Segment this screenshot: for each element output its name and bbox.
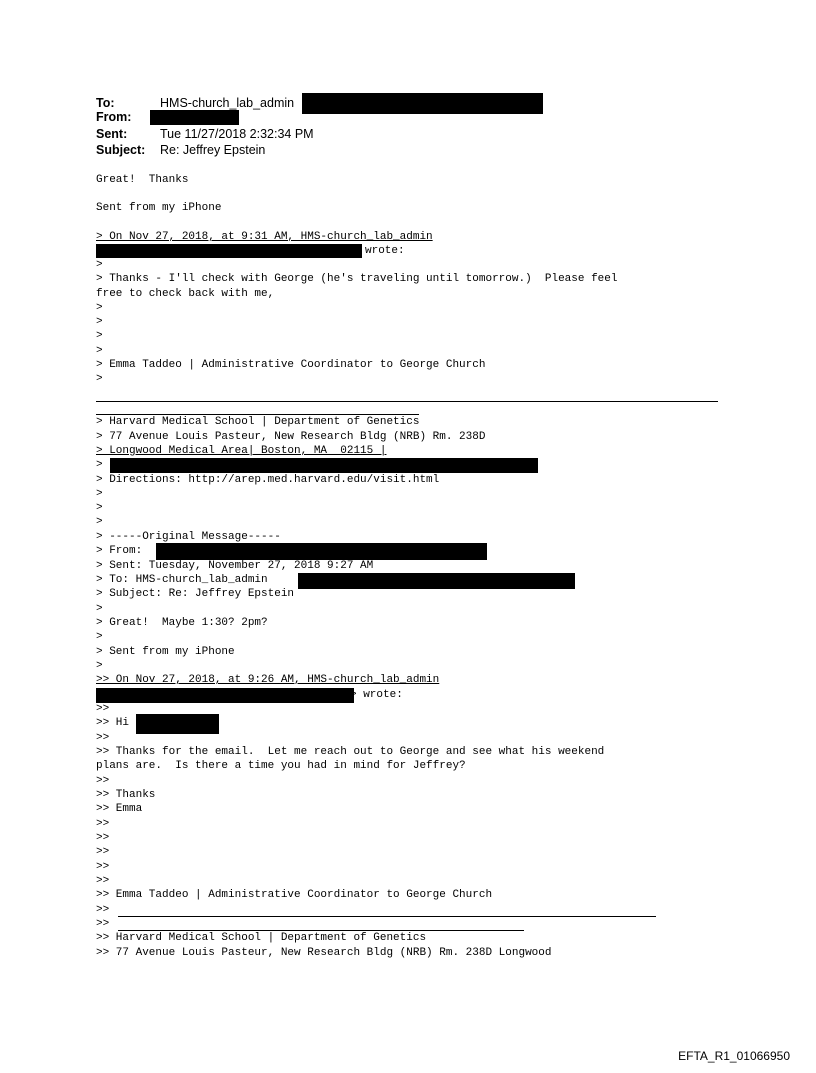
to-label: To: <box>96 96 115 110</box>
body-line: >> <box>96 818 110 830</box>
body-line: >> Thanks <box>96 789 156 801</box>
body-line: >> <box>96 732 110 744</box>
body-line: > <box>96 316 103 328</box>
body-line: > <box>96 516 103 528</box>
document-id: EFTA_R1_01066950 <box>678 1049 790 1063</box>
signature-rule <box>118 916 656 917</box>
body-line: > Sent from my iPhone <box>96 646 235 658</box>
subject-label: Subject: <box>96 143 146 157</box>
body-line: > <box>96 345 103 357</box>
body-line: >> <box>96 875 110 887</box>
redaction-block <box>136 714 219 734</box>
body-line: > <box>96 330 103 342</box>
body-line: > Sent: Tuesday, November 27, 2018 9:27 AM <box>96 560 374 572</box>
quote-header-line: > On Nov 27, 2018, at 9:31 AM, HMS-church_lab_admin <box>96 231 433 243</box>
body-line: Great! Thanks <box>96 174 189 186</box>
subject-value: Re: Jeffrey Epstein <box>160 143 266 157</box>
body-line: > Longwood Medical Area| Boston, MA 02115 | <box>96 445 387 457</box>
redaction-block <box>298 573 575 589</box>
body-line: >> <box>96 846 110 858</box>
body-line: >> <box>96 703 110 715</box>
body-line: > Directions: http://arep.med.harvard.edu/visit.html <box>96 474 440 486</box>
body-line: >> <box>96 775 110 787</box>
redaction-block <box>150 110 239 125</box>
body-line: > <box>96 373 103 385</box>
body-line: >> <box>96 904 110 916</box>
body-line: >> Harvard Medical School | Department of Genetics <box>96 932 427 944</box>
redaction-block <box>302 93 543 114</box>
body-line: > <box>96 302 103 314</box>
body-line: > To: HMS-church_lab_admin <box>96 574 268 586</box>
body-line: >> Thanks for the email. Let me reach out to George and see what his weekend <box>96 746 605 758</box>
body-line: plans are. Is there a time you had in mind for Jeffrey? <box>96 760 466 772</box>
body-line: > <box>96 488 103 500</box>
body-line: > <box>96 459 103 471</box>
signature-line: >> Emma Taddeo | Administrative Coordinator to George Church <box>96 889 493 901</box>
to-value: HMS-church_lab_admin <box>160 96 295 110</box>
body-line: > <box>96 603 103 615</box>
body-line: > <box>96 631 103 643</box>
body-line: > <box>96 259 103 271</box>
body-line: wrote: <box>365 245 405 257</box>
body-line: > Thanks - I'll check with George (he's traveling until tomorrow.) Please feel <box>96 273 618 285</box>
body-line: >> <box>96 832 110 844</box>
redaction-block <box>96 244 362 258</box>
header-to-row <box>96 96 115 110</box>
redaction-block <box>96 688 354 703</box>
body-line: > Great! Maybe 1:30? 2pm? <box>96 617 268 629</box>
from-label: From: <box>96 110 132 124</box>
sent-value: Tue 11/27/2018 2:32:34 PM <box>160 127 314 141</box>
body-line: > <box>96 660 103 672</box>
signature-rule <box>96 401 718 402</box>
signature-line: > Emma Taddeo | Administrative Coordinator to George Church <box>96 359 486 371</box>
header-subject-row <box>96 143 145 157</box>
body-line: Sent from my iPhone <box>96 202 222 214</box>
body-line: > wrote: <box>350 689 403 701</box>
body-line: >> 77 Avenue Louis Pasteur, New Research Bldg (NRB) Rm. 238D Longwood <box>96 947 552 959</box>
body-line: >> <box>96 861 110 873</box>
body-line: free to check back with me, <box>96 288 275 300</box>
original-message-divider: > -----Original Message----- <box>96 531 281 543</box>
body-line: >> Hi <box>96 717 130 729</box>
sent-label: Sent: <box>96 127 128 141</box>
header-from-row <box>96 110 131 124</box>
body-line: > Subject: Re: Jeffrey Epstein <box>96 588 295 600</box>
body-line: > From: <box>96 545 143 557</box>
header-sent-row <box>96 127 127 141</box>
body-line: > 77 Avenue Louis Pasteur, New Research Bldg (NRB) Rm. 238D <box>96 431 486 443</box>
redaction-block <box>156 543 487 560</box>
body-line: >> Emma <box>96 803 143 815</box>
redaction-block <box>110 458 538 473</box>
body-line: > Harvard Medical School | Department of Genetics <box>96 416 420 428</box>
body-line: > <box>96 502 103 514</box>
body-line: >> <box>96 918 110 930</box>
quote-header-line: >> On Nov 27, 2018, at 9:26 AM, HMS-church_lab_admin <box>96 674 440 686</box>
